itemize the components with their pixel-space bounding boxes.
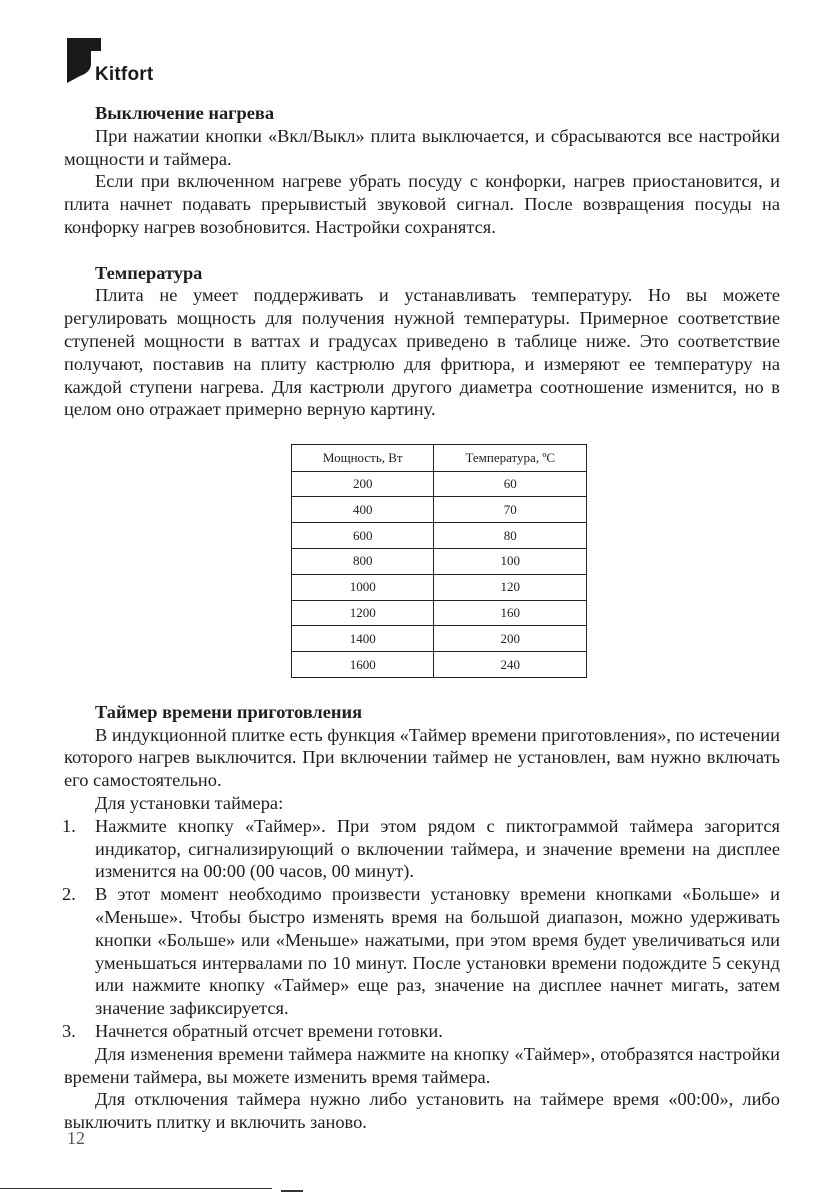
- section-title-heating-off: Выключение нагрева: [95, 103, 275, 123]
- table-row: [292, 497, 587, 523]
- table-cell-power: 1200: [292, 600, 434, 626]
- table-cell-power: 600: [292, 523, 434, 549]
- table-cell-power: 200: [292, 471, 434, 497]
- table-cell-power: 400: [292, 497, 434, 523]
- table-row: [292, 471, 587, 497]
- paragraph: Для отключения таймера нужно либо установить на таймере время «00:00», либо выключить плитку и включить заново.: [64, 1089, 780, 1133]
- brand-name: Kitfort: [95, 64, 154, 85]
- table-cell-temperature: 120: [434, 574, 587, 600]
- column-header-power: Мощность, Вт: [292, 445, 434, 472]
- step-text: В этот момент необходимо произвести установку времени кнопками «Больше» и «Меньше». Чтобы быстро изменять время на большой диапазон, можно удерживать кнопки «Больше» или «Меньше» нажатыми, при этом время будет увеличиваться или уменьшаться интервалами по 10 минут. После установки времени подождите 5 секунд или нажмите кнопку «Таймер» еще раз, значение на дисплее начнет мигать, затем значение зафиксируется.: [95, 884, 780, 1019]
- brand-logo: [67, 38, 167, 88]
- table-row: [292, 652, 587, 678]
- paragraph: Плита не умеет поддерживать и устанавливать температуру. Но вы можете регулировать мощность для получения нужной температуры. Примерное соответствие ступеней мощности в ваттах и градусах приведено в таблице ниже. Это соответствие получают, поставив на плиту кастрюлю для фритюра, и измеряют ее температуру на каждой ступени нагрева. Для кастрюли другого диаметра соотношение изменится, но в целом оно отражает примерно верную картину.: [64, 285, 780, 420]
- setup-label: Для установки таймера:: [95, 793, 284, 814]
- step-text: Нажмите кнопку «Таймер». При этом рядом с пиктограммой таймера загорится индикатор, сигнализирующий о включении таймера, и значение времени на дисплее изменится на 00:00 (00 часов, 00 минут).: [95, 815, 780, 882]
- table-cell-temperature: 240: [434, 652, 587, 678]
- table-row: [292, 626, 587, 652]
- footer-mark: [281, 1190, 303, 1192]
- section-title-temperature: Температура: [95, 262, 203, 283]
- table-cell-power: 1000: [292, 574, 434, 600]
- paragraph: При нажатии кнопки «Вкл/Выкл» плита выключается, и сбрасываются все настройки мощности и таймера.: [64, 125, 780, 169]
- timer-steps-list: [64, 815, 780, 1043]
- column-header-temperature: Температура, ºС: [434, 445, 587, 472]
- table-header-row: [292, 445, 587, 472]
- table-cell-temperature: 200: [434, 626, 587, 652]
- step-text: Начнется обратный отсчет времени готовки.: [95, 1020, 443, 1041]
- page-content: [64, 102, 780, 1134]
- footer-rule: [0, 1188, 272, 1189]
- table-row: [292, 549, 587, 575]
- paragraph: Для изменения времени таймера нажмите на кнопку «Таймер», отобразятся настройки времени таймера, вы можете изменить время таймера.: [64, 1043, 780, 1087]
- table-cell-temperature: 80: [434, 523, 587, 549]
- step-number: 3.: [62, 1020, 76, 1041]
- list-item: [64, 1020, 780, 1043]
- step-number: 1.: [62, 815, 76, 836]
- power-temperature-table: [291, 444, 587, 678]
- table-cell-temperature: 160: [434, 600, 587, 626]
- paragraph: В индукционной плитке есть функция «Таймер времени приготовления», по истечении которого нагрев выключится. При включении таймер не установлен, вам нужно включать его самостоятельно.: [64, 724, 780, 791]
- table-cell-temperature: 70: [434, 497, 587, 523]
- table-cell-power: 1400: [292, 626, 434, 652]
- paragraph: Если при включенном нагреве убрать посуду с конфорки, нагрев приостановится, и плита начнет подавать прерывистый звуковой сигнал. После возвращения посуды на конфорку нагрев возобновится. Настройки сохранятся.: [64, 171, 780, 237]
- table-cell-power: 800: [292, 549, 434, 575]
- section-title-timer: Таймер времени приготовления: [95, 701, 363, 722]
- table-row: [292, 574, 587, 600]
- page-number: 12: [67, 1128, 85, 1148]
- table-cell-temperature: 100: [434, 549, 587, 575]
- list-item: [64, 815, 780, 883]
- table-row: [292, 600, 587, 626]
- table-cell-temperature: 60: [434, 471, 587, 497]
- table-cell-power: 1600: [292, 652, 434, 678]
- list-item: [64, 883, 780, 1020]
- table-row: [292, 523, 587, 549]
- step-number: 2.: [62, 884, 76, 905]
